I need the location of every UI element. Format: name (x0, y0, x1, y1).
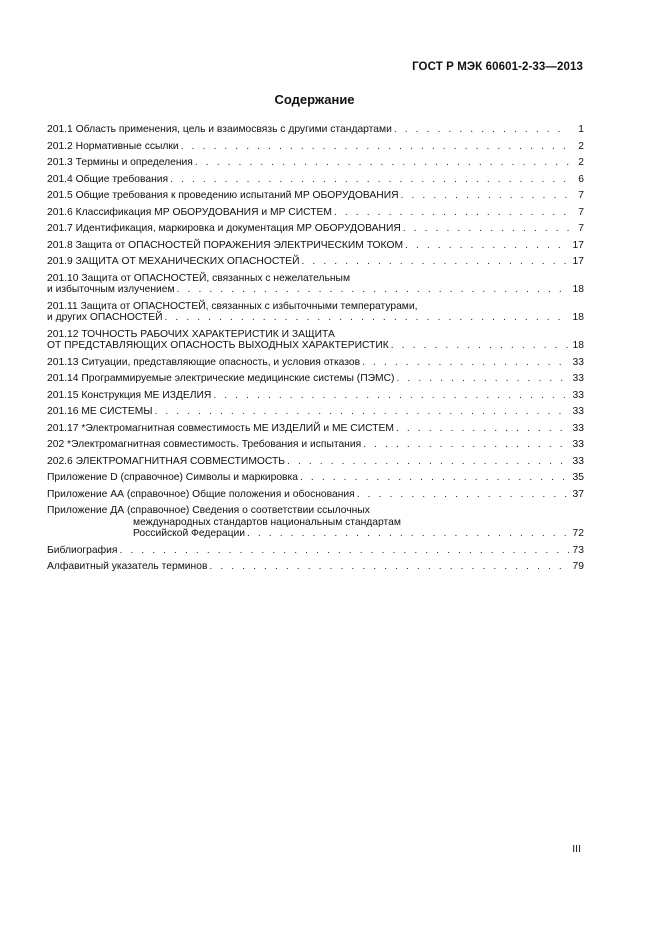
page-number: III (572, 843, 581, 855)
toc-page-number: 33 (572, 373, 584, 384)
toc-entry-title: 201.4 Общие требования (47, 173, 169, 185)
toc-leader-dots (300, 472, 569, 484)
toc-page-number: 2 (578, 140, 584, 152)
toc-leader-dots (302, 256, 569, 268)
toc-entry[interactable] (47, 329, 584, 352)
toc-page-number: 33 (572, 422, 584, 434)
standard-code-header: ГОСТ Р МЭК 60601-2-33—2013 (412, 61, 583, 73)
toc-leader-dots (362, 357, 569, 369)
toc-leader-dots (181, 141, 569, 153)
toc-leader-dots (396, 423, 569, 435)
toc-page-number: 6 (578, 173, 584, 185)
toc-entry-title: 201.14 Программируемые электрические медицинские системы (ПЭМС) (47, 373, 395, 384)
toc-page-number: 18 (572, 312, 584, 323)
toc-page-number: 73 (572, 544, 584, 556)
toc-page-number: 1 (578, 124, 584, 135)
toc-leader-dots (401, 190, 569, 202)
toc-leader-dots (287, 456, 569, 468)
toc-entry[interactable] (47, 489, 584, 501)
toc-leader-dots (164, 312, 569, 324)
toc-leader-dots (170, 174, 569, 186)
toc-entry-title: 202 *Электромагнитная совместимость. Требования и испытания (47, 439, 362, 450)
toc-entry-title: Библиография (47, 544, 118, 556)
toc-leader-dots (357, 489, 569, 501)
toc-leader-dots (363, 439, 569, 451)
toc-page-number: 72 (572, 528, 584, 539)
toc-entry-title: 201.17 *Электромагнитная совместимость МЕ ИЗДЕЛИЙ и МЕ СИСТЕМ (47, 422, 394, 434)
toc-page-number: 2 (578, 157, 584, 168)
toc-page-number: 7 (578, 190, 584, 201)
toc-page-number: 33 (572, 439, 584, 450)
toc-entry-title: 201.7 Идентификация, маркировка и документация МР ОБОРУДОВАНИЯ (47, 223, 401, 234)
toc-entry[interactable] (47, 207, 584, 219)
toc-entry-title: Приложение D (справочное) Символы и маркировка (47, 472, 298, 483)
toc-entry-title: 201.13 Ситуации, представляющие опасность, и условия отказов (47, 356, 361, 368)
toc-entry[interactable] (47, 439, 584, 451)
toc-entry-title: и избыточным излучением (47, 284, 175, 295)
toc-entry[interactable] (47, 456, 584, 468)
page-title (0, 92, 661, 107)
toc-page-number: 79 (572, 561, 584, 572)
toc-entry[interactable] (47, 357, 584, 369)
toc-leader-dots (391, 340, 569, 352)
toc-leader-dots (334, 207, 569, 219)
toc-page-number: 33 (572, 389, 584, 401)
toc-entry-title: 201.11 Защита от ОПАСНОСТЕЙ, связанных с избыточными температурами, (47, 300, 418, 312)
toc-entry[interactable] (47, 505, 584, 540)
toc-page-number: 33 (572, 406, 584, 417)
toc-entry[interactable] (47, 256, 584, 268)
toc-entry[interactable] (47, 240, 584, 252)
toc-entry[interactable] (47, 190, 584, 202)
toc-leader-dots (119, 545, 569, 557)
toc-entry-title: 201.15 Конструкция МЕ ИЗДЕЛИЯ (47, 389, 212, 401)
toc-entry[interactable] (47, 124, 584, 136)
toc-page-number: 7 (578, 206, 584, 218)
toc-leader-dots (177, 284, 569, 296)
toc-page-number: 37 (572, 488, 584, 500)
toc-page-number: 33 (572, 455, 584, 467)
toc-entry[interactable] (47, 223, 584, 235)
toc-entry-title: 201.12 ТОЧНОСТЬ РАБОЧИХ ХАРАКТЕРИСТИК И ЗАЩИТА (47, 328, 335, 340)
page-title-text: Содержание (274, 92, 355, 107)
toc-page-number: 18 (572, 284, 584, 295)
toc-entry[interactable] (47, 423, 584, 435)
toc-entry-title: и других ОПАСНОСТЕЙ (47, 312, 163, 323)
toc-page-number: 35 (572, 472, 584, 483)
toc-entry-title: 201.2 Нормативные ссылки (47, 140, 179, 152)
toc-entry-title: 201.6 Классификация МР ОБОРУДОВАНИЯ и МР СИСТЕМ (47, 206, 332, 218)
toc-entry[interactable] (47, 545, 584, 557)
toc-leader-dots (403, 223, 569, 235)
toc-entry[interactable] (47, 301, 584, 324)
toc-entry-title: 201.16 МЕ СИСТЕМЫ (47, 406, 153, 417)
toc-page-number: 7 (578, 223, 584, 234)
toc-entry-title: 201.9 ЗАЩИТА ОТ МЕХАНИЧЕСКИХ ОПАСНОСТЕЙ (47, 256, 300, 267)
toc-entry-title: 201.1 Область применения, цель и взаимосвязь с другими стандартами (47, 124, 392, 135)
toc-entry[interactable] (47, 373, 584, 385)
toc-leader-dots (247, 528, 569, 540)
toc-page-number: 33 (572, 356, 584, 368)
toc-entry-title: 202.6 ЭЛЕКТРОМАГНИТНАЯ СОВМЕСТИМОСТЬ (47, 455, 286, 467)
toc-entry-title: Приложение ДА (справочное) Сведения о соответствии ссылочных (47, 505, 370, 516)
toc-entry[interactable] (47, 472, 584, 484)
toc-entry-title: 201.10 Защита от ОПАСНОСТЕЙ, связанных с нежелательным (47, 272, 351, 284)
toc-entry-title: 201.5 Общие требования к проведению испытаний МР ОБОРУДОВАНИЯ (47, 190, 399, 201)
toc-page-number: 17 (572, 239, 584, 251)
toc-entry-title: 201.3 Термины и определения (47, 157, 193, 168)
toc-page-number: 17 (572, 256, 584, 267)
toc-entry[interactable] (47, 174, 584, 186)
toc-entry-title: Российской Федерации (133, 528, 245, 539)
toc-entry-title: Алфавитный указатель терминов (47, 561, 208, 572)
toc-leader-dots (394, 124, 569, 136)
toc-leader-dots (396, 373, 569, 385)
toc-page-number: 18 (572, 340, 584, 351)
toc-entry-title: ОТ ПРЕДСТАВЛЯЮЩИХ ОПАСНОСТЬ ВЫХОДНЫХ ХАРАКТЕРИСТИК (47, 340, 389, 351)
toc-entry-title: 201.8 Защита от ОПАСНОСТЕЙ ПОРАЖЕНИЯ ЭЛЕКТРИЧЕСКИМ ТОКОМ (47, 239, 404, 251)
table-of-contents (47, 124, 584, 578)
toc-leader-dots (209, 561, 569, 573)
toc-entry[interactable] (47, 157, 584, 169)
toc-entry-title: Приложение АА (справочное) Общие положения и обоснования (47, 488, 355, 500)
toc-entry[interactable] (47, 406, 584, 418)
toc-leader-dots (405, 240, 569, 252)
toc-entry[interactable] (47, 141, 584, 153)
toc-entry-title: международных стандартов национальным стандартам (133, 516, 401, 528)
toc-entry[interactable] (47, 390, 584, 402)
toc-leader-dots (213, 390, 569, 402)
toc-entry[interactable] (47, 273, 584, 296)
toc-entry[interactable] (47, 561, 584, 573)
toc-leader-dots (154, 406, 569, 418)
toc-leader-dots (195, 157, 569, 169)
